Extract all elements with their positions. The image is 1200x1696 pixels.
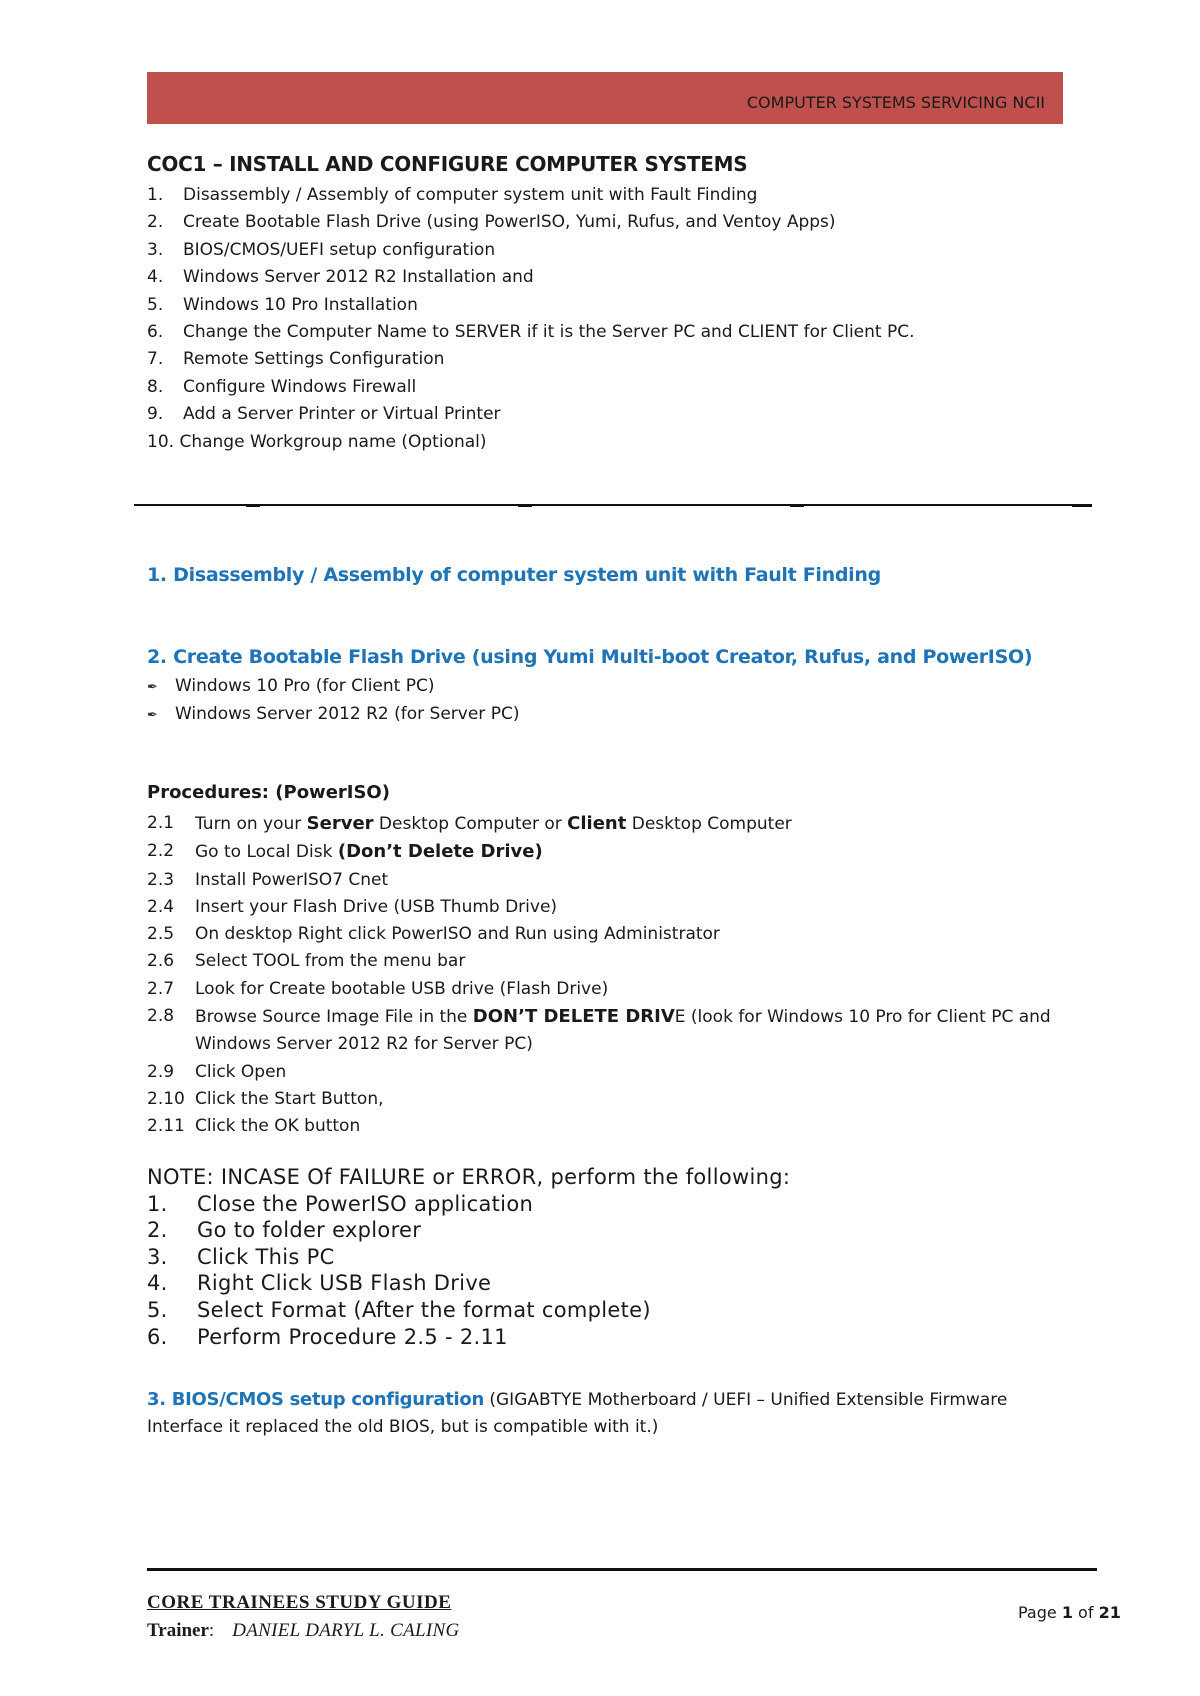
step-bold: (Don’t Delete Drive) [337,841,543,863]
coc-item-num: 4. [147,267,164,288]
procedure-step [147,867,1067,894]
note-text: Go to folder explorer [197,1218,422,1243]
note-num: 3. [147,1244,168,1269]
bullet-text: Windows Server 2012 R2 (for Server PC) [175,704,520,725]
coc-item-text: Configure Windows Firewall [183,376,417,397]
procedure-step [147,1086,1067,1113]
header-band [147,72,1063,124]
procedure-step [147,1059,1067,1086]
note-item [147,1191,790,1218]
trainer-colon: : [208,1620,215,1641]
section2-bullets [147,673,519,730]
procedure-step [147,948,1067,975]
step-text: Desktop Computer or [373,814,568,834]
procedure-step [147,921,1067,948]
note-text: Perform Procedure 2.5 - 2.11 [197,1324,508,1349]
note-text: Close the PowerISO application [197,1191,534,1216]
coc-title: COC1 – INSTALL AND CONFIGURE COMPUTER SYSTEMS [147,152,748,176]
step-text: Click Open [195,1061,287,1082]
footer-guide-title: CORE TRAINEES STUDY GUIDE [147,1592,452,1613]
note-text: Select Format (After the format complete) [197,1297,651,1322]
note-text: Right Click USB Flash Drive [197,1271,492,1296]
step-text: Go to Local Disk [195,842,338,863]
procedure-step [147,810,1067,838]
divider-tick [518,504,532,507]
section3 [147,1386,1047,1442]
coc-item-text: Disassembly / Assembly of computer system unit with Fault Finding [183,185,758,205]
step-num: 2.1 [147,813,175,833]
list-item [147,673,519,701]
page-total: 21 [1098,1603,1121,1622]
note-num: 4. [147,1271,168,1296]
pen-bullet-icon: ✒ [147,708,158,724]
coc-item-num: 6. [147,322,164,343]
footer-trainer [147,1620,459,1642]
step-num: 2.2 [147,841,175,862]
step-text: Click the OK button [195,1116,361,1137]
coc-item-text: Add a Server Printer or Virtual Printer [183,404,501,425]
note-num: 5. [147,1297,168,1322]
note-sep: : [206,1165,221,1189]
list-item [147,701,519,729]
step-num: 2.3 [147,869,175,890]
note-label: NOTE [147,1165,207,1189]
note-item [147,1324,790,1351]
note-num: 2. [147,1218,168,1243]
procedure-step [147,894,1067,921]
bullet-text: Windows 10 Pro (for Client PC) [175,676,435,696]
step-num: 2.9 [147,1061,175,1082]
page-number [1018,1603,1121,1622]
section3-desc: (GIGABTYE Motherboard / UEFI – Unified Extensible Firmware Interface it replaced the old BIOS, but is compatible with it.) [147,1390,1008,1438]
trainer-label: Trainer [147,1620,209,1641]
page-word: Page [1018,1603,1062,1622]
step-num: 2.6 [147,951,175,972]
procedure-step [147,976,1067,1003]
procedures-title: Procedures: (PowerISO) [147,782,390,803]
coc-item [147,346,915,373]
coc-item-text: Change the Computer Name to SERVER if it is the Server PC and CLIENT for Client PC. [183,322,915,343]
coc-item-text: BIOS/CMOS/UEFI setup configuration [183,239,496,260]
coc-item-num: 5. [147,294,164,315]
procedure-step [147,1113,1067,1140]
step-text: On desktop Right click PowerISO and Run using Administrator [195,924,720,945]
section1-heading: 1. Disassembly / Assembly of computer system unit with Fault Finding [147,564,881,586]
coc-list [147,182,915,456]
note-heading [147,1164,790,1191]
coc-item [147,209,915,236]
step-text: Install PowerISO7 Cnet [195,869,389,890]
note-item [147,1244,790,1271]
coc-item-num: 8. [147,376,164,397]
divider-tick [1072,504,1092,507]
step-text: Click the Start Button, [195,1088,384,1109]
procedures-list [147,810,1067,1141]
coc-item [147,237,915,264]
coc-item [147,182,915,209]
coc-item-text: Remote Settings Configuration [183,349,445,370]
step-num: 2.4 [147,896,175,917]
step-num: 2.10 [147,1088,185,1109]
divider-tick [790,504,804,507]
section3-heading: 3. BIOS/CMOS setup configuration [147,1389,484,1410]
coc-item [147,292,915,319]
note-item [147,1297,790,1324]
coc-item-text: Create Bootable Flash Drive (using PowerISO, Yumi, Rufus, and Ventoy Apps) [183,212,836,233]
note-num: 6. [147,1324,168,1349]
note-item [147,1217,790,1244]
divider-tick [246,504,260,507]
coc-item-num: 3. [147,239,164,260]
coc-item [147,374,915,401]
coc-item [147,401,915,428]
step-text: Look for Create bootable USB drive (Flash Drive) [195,978,609,999]
page-of: of [1072,1603,1099,1622]
coc-item [147,319,915,346]
section-divider [134,504,1092,506]
step-text: Select TOOL from the menu bar [195,951,466,972]
step-text: Desktop Computer [626,814,792,834]
note-num: 1. [147,1191,168,1216]
step-bold: Server [306,813,374,834]
step-num: 2.7 [147,978,175,999]
pen-bullet-icon: ✒ [147,680,158,695]
note-block [147,1164,790,1350]
coc-item-num: 7. [147,349,164,370]
step-num: 2.5 [147,924,175,945]
coc-item-num: 10. [147,431,175,452]
note-item [147,1270,790,1297]
step-bold: DON’T DELETE DRIV [472,1006,675,1028]
coc-item [147,429,915,456]
step-bold: Client [567,813,627,834]
step-num: 2.8 [147,1006,175,1027]
coc-item-text: Windows Server 2012 R2 Installation and [183,267,534,288]
coc-item-text: Windows 10 Pro Installation [183,294,418,315]
procedure-step [147,1003,1067,1059]
coc-item-num: 9. [147,404,164,425]
note-rest: or ERROR, perform the following: [425,1165,791,1189]
step-text: E (look for Windows 10 Pro for Client PC and Windows Server 2012 R2 for Server PC) [195,1007,1051,1055]
step-text: Browse Source Image File in the [195,1007,473,1028]
footer-rule [147,1568,1097,1571]
trainer-name: DANIEL DARYL L. CALING [232,1620,460,1641]
coc-item-num: 1. [147,185,164,205]
coc-item-num: 2. [147,212,164,233]
coc-item-text: Change Workgroup name (Optional) [179,431,487,452]
coc-item [147,264,915,291]
section2-heading: 2. Create Bootable Flash Drive (using Yumi Multi-boot Creator, Rufus, and PowerISO) [147,646,1033,668]
step-text: Turn on your [195,814,307,834]
step-num: 2.11 [147,1116,185,1137]
page-current: 1 [1061,1603,1073,1622]
header-title: COMPUTER SYSTEMS SERVICING NCII [746,93,1045,112]
note-text: Click This PC [197,1244,335,1269]
step-text: Insert your Flash Drive (USB Thumb Drive) [195,896,558,917]
note-emphasis: INCASE Of FAILURE [220,1165,426,1189]
procedure-step [147,838,1067,866]
